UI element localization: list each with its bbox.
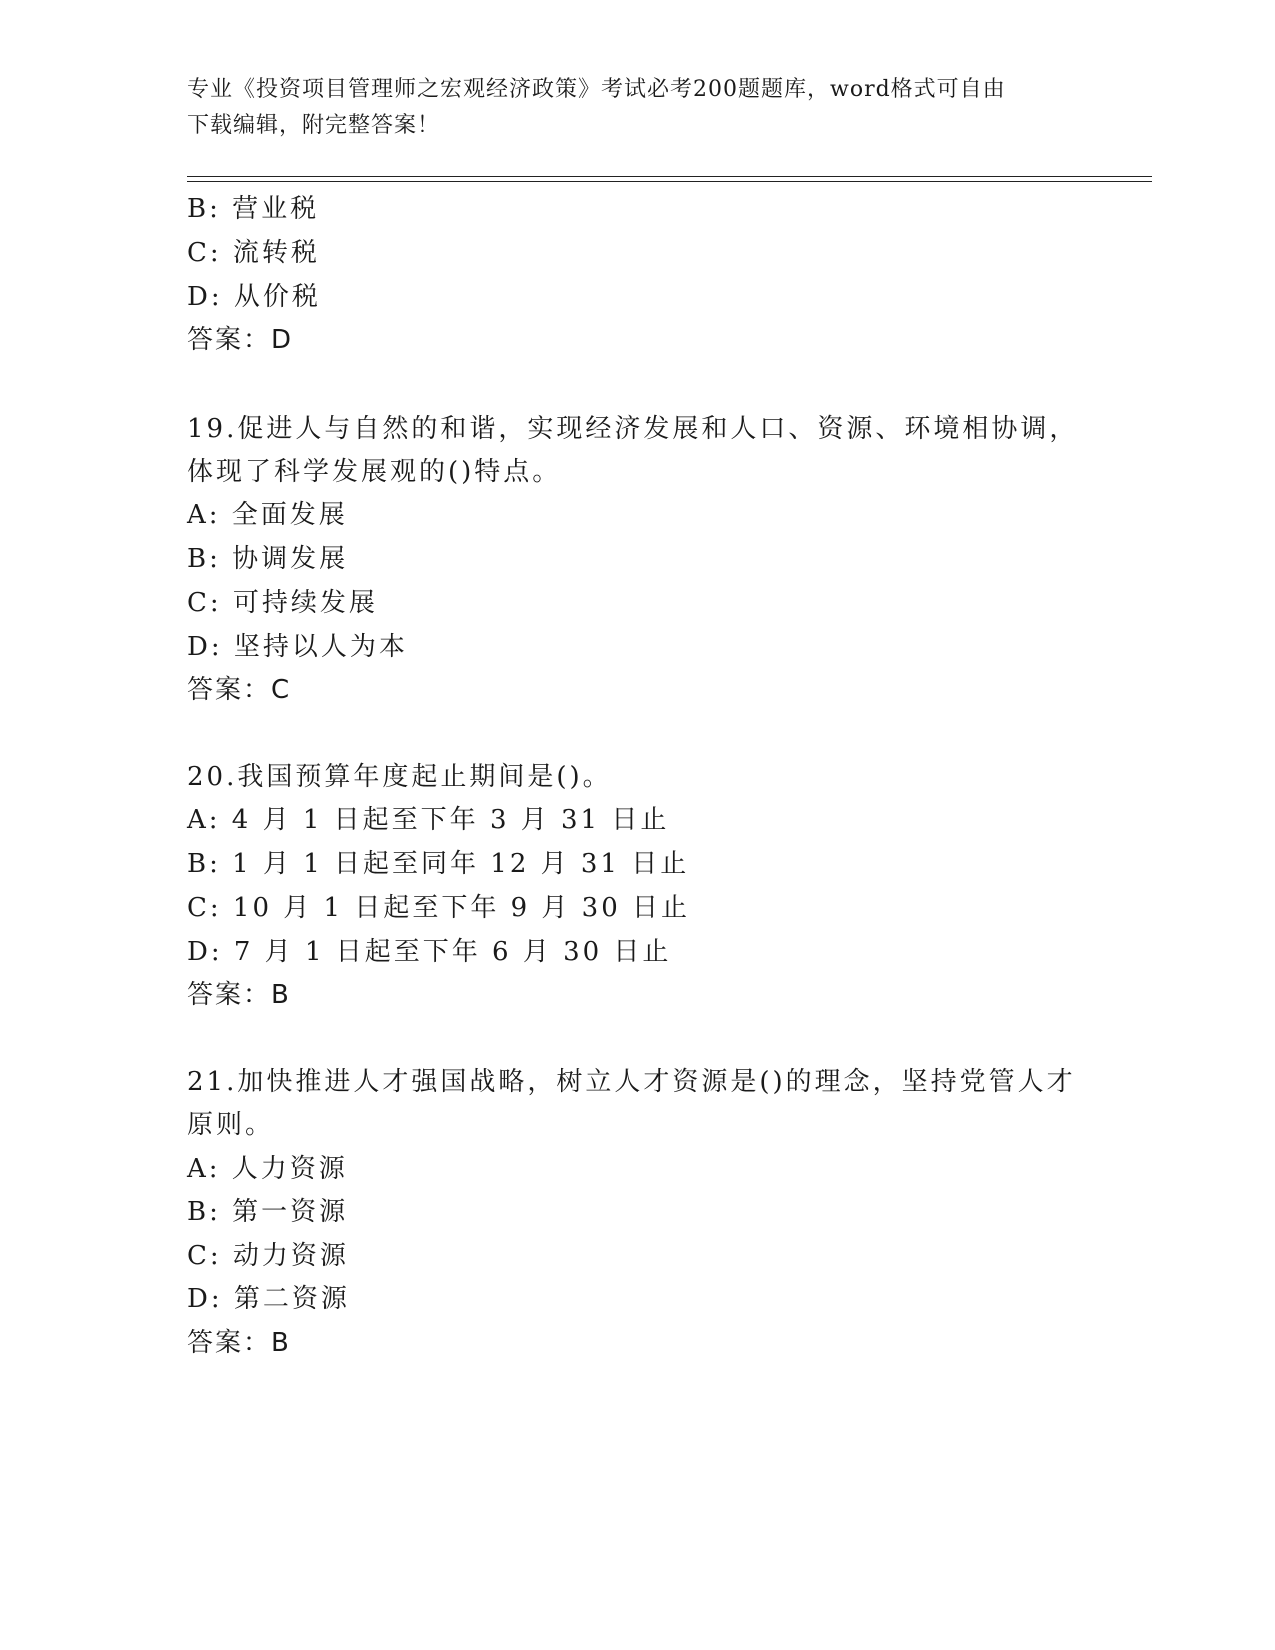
- header-divider-top: [187, 176, 1152, 177]
- q21-option-c: C: 动力资源: [187, 1241, 349, 1271]
- q19-option-d: D: 坚持以人为本: [187, 632, 408, 662]
- document-header: [187, 72, 1087, 144]
- q19-stem-line-1: 19.促进人与自然的和谐，实现经济发展和人口、资源、环境相协调，: [187, 414, 1079, 444]
- q20-option-a: A: 4 月 1 日起至下年 3 月 31 日止: [187, 805, 670, 835]
- q21-option-a: A: 人力资源: [187, 1154, 348, 1184]
- q21-stem-line-2: 原则。: [187, 1110, 275, 1140]
- q21-stem-line-1: 21.加快推进人才强国战略，树立人才资源是()的理念，坚持党管人才: [187, 1067, 1076, 1097]
- q20-answer: 答案：B: [187, 980, 291, 1010]
- header-line-2: 下载编辑，附完整答案！: [187, 113, 441, 138]
- q19-option-a: A: 全面发展: [187, 500, 348, 530]
- q18-option-d: D: 从价税: [187, 282, 321, 312]
- q20-option-d: D: 7 月 1 日起至下年 6 月 30 日止: [187, 937, 672, 967]
- q19-option-c: C: 可持续发展: [187, 588, 378, 618]
- q18-option-b: B: 营业税: [187, 194, 320, 224]
- q21-option-d: D: 第二资源: [187, 1284, 350, 1314]
- q19-answer: 答案：C: [187, 675, 292, 705]
- q20-option-b: B: 1 月 1 日起至同年 12 月 31 日止: [187, 849, 690, 879]
- q19-stem-line-2: 体现了科学发展观的()特点。: [187, 457, 562, 487]
- q21-answer: 答案：B: [187, 1328, 291, 1358]
- q21-option-b: B: 第一资源: [187, 1197, 349, 1227]
- header-line-1: 专业《投资项目管理师之宏观经济政策》考试必考200题题库，word格式可自由: [187, 77, 1006, 102]
- q18-option-c: C: 流转税: [187, 238, 320, 268]
- header-divider-bottom: [187, 181, 1152, 182]
- q20-stem-line-1: 20.我国预算年度起止期间是()。: [187, 762, 612, 792]
- q19-option-b: B: 协调发展: [187, 544, 349, 574]
- q20-option-c: C: 10 月 1 日起至下年 9 月 30 日止: [187, 893, 691, 923]
- q18-answer: 答案：D: [187, 325, 294, 355]
